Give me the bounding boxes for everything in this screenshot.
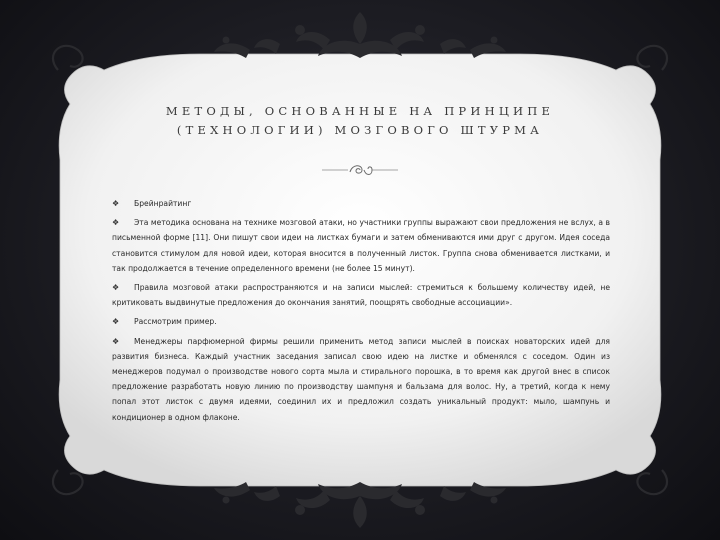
diamond-fleuron-icon: ❖: [112, 317, 120, 327]
diamond-fleuron-icon: ❖: [112, 336, 120, 346]
slide-body: [112, 196, 610, 429]
diamond-fleuron-icon: ❖: [112, 283, 120, 293]
bottom-ornament: [214, 482, 506, 528]
slide-title: [100, 102, 620, 140]
paragraph-rules: [112, 280, 610, 310]
flourish-divider-icon: [322, 160, 398, 180]
slide-title-line-2: (ТЕХНОЛОГИИ) МОЗГОВОГО ШТУРМА: [176, 123, 544, 137]
paragraph-method-description: [112, 215, 610, 276]
top-ornament: [214, 12, 506, 58]
paragraph-brainwriting: [112, 196, 610, 211]
paragraph-text: Правила мозговой атаки распространяются и на записи мыслей: стремиться к большему количеству идей, не критиковать выдвинутые предложения до окончания занятий, поощрять свободные ассоциации».: [112, 283, 610, 308]
paragraph-example-intro: [112, 314, 610, 329]
slide-title-line-1: МЕТОДЫ, ОСНОВАННЫЕ НА ПРИНЦИПЕ: [165, 104, 555, 118]
diamond-fleuron-icon: ❖: [112, 218, 120, 228]
paragraph-text: Менеджеры парфюмерной фирмы решили применить метод записи мыслей в поисках новаторских идей для развития бизнеса. Каждый участник заседания записал свою идею на листке и обменялся с соседом. Один из менеджеров подумал о производстве нового сорта мыла и стирального порошка, в то время как другой внес в список предложение разработать новую линию по производству шампуня и бальзама для волос. Ну, а третий, когда к нему попал этот листок с двумя идеями, соединил их и предложил создать уникальный продукт: мыло, шампунь и кондиционер в одном флаконе.: [112, 336, 610, 422]
paragraph-example: [112, 334, 610, 425]
diamond-fleuron-icon: ❖: [112, 199, 120, 208]
paragraph-text: Рассмотрим пример.: [134, 317, 217, 327]
paragraph-text: Брейнрайтинг: [134, 199, 192, 208]
paragraph-text: Эта методика основана на технике мозговой атаки, но участники группы выражают свои предложения не вслух, а в письменной форме [11]. Они пишут свои идеи на листках бумаги и затем обмениваются ими друг с другом. Идея соседа становится стимулом для новой идеи, которая вносится в полученный листок. Группа снова обменивается листками, и так продолжается в течение определенного времени (не более 15 минут).: [112, 218, 610, 273]
